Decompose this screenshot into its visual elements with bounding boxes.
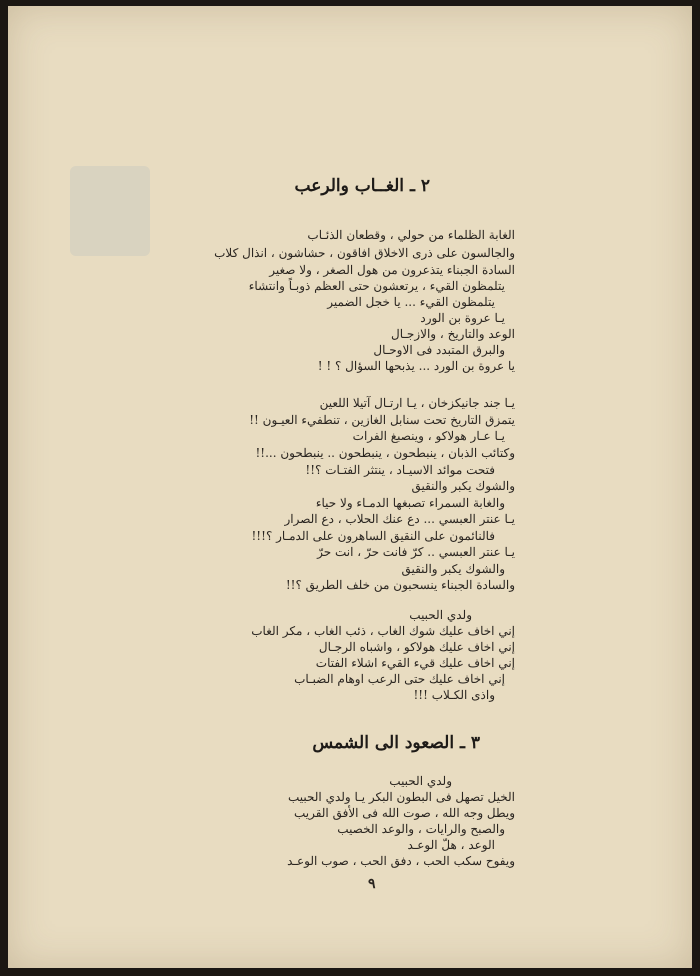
document-body	[8, 6, 692, 968]
poem-line: إني اخاف عليك شوك الغاب ، ذئب الغاب ، مكر الغاب	[251, 624, 515, 638]
poem-line: إني اخاف عليك حتى الرعب اوهام الضبـاب	[294, 672, 505, 686]
poem-line: واذى الكـلاب !!!	[413, 688, 495, 702]
poem-line: السادة الجبناء يتذعرون من هول الصغر ، ولا صغير	[269, 263, 515, 277]
poem-line: يا عروة بن الورد ... يذبحها السؤال ؟ ! !	[317, 359, 515, 373]
poem-line: ويفوح سكب الحب ، دفق الحب ، صوب الوعـد	[287, 854, 515, 868]
poem-line: والسادة الجبناء ينسحبون من خلف الطريق ؟!!	[285, 578, 515, 592]
poem-line: ولدي الحبيب	[409, 608, 472, 622]
poem-line: يـا جند جانيكزخان ، يـا ارتـال آتيلا اللعين	[319, 396, 515, 410]
poem-line: وكتائب الذبان ، ينبطحون ، ينبطحون .. ينبطحون ...!!	[255, 446, 515, 460]
poem-line: الوعد ، هلّ الوعـد	[407, 838, 495, 852]
poem-line: الغابة الظلماء من حولي ، وقطعان الذئـاب	[307, 228, 515, 242]
poem-line: فتحت موائد الاسيـاد ، ينتثر الفتـات ؟!!	[305, 463, 495, 477]
page-number: ٩	[368, 876, 376, 892]
poem-line: إني اخاف عليك قيء القيء اشلاء الفتات	[315, 656, 515, 670]
poem-line: الوعد والتاريخ ، والازجـال	[391, 327, 515, 341]
poem-line: يـا عنتر العبسي .. كرّ فانت حرّ ، انت حرّ	[317, 545, 515, 559]
poem-line: يتلمظون القيء ، يرتعشون حتى العظم ذوبـاً وانتشاء	[248, 279, 505, 293]
poem-line: ولدي الحبيب	[389, 774, 452, 788]
poem-line: والصبح والرايات ، والوعد الخصيب	[337, 822, 505, 836]
section3-title: ٣ ـ الصعود الى الشمس	[312, 733, 480, 753]
poem-line: يتمزق التاريخ تحت سنابل الغازين ، تنطفيء العيـون !!	[249, 413, 515, 427]
paper-page	[8, 6, 692, 968]
poem-line: والشوك يكبر والنقيق	[411, 479, 515, 493]
poem-line: إني اخاف عليك هولاكو ، واشباه الرجـال	[318, 640, 515, 654]
poem-line: والشوك يكبر والنقيق	[401, 562, 505, 576]
poem-line: يـا عروة بن الورد	[420, 311, 505, 325]
poem-line: والبرق المتبدد فى الاوحـال	[373, 343, 505, 357]
poem-line: فالنائمون على النقيق الساهرون على الدمـار ؟!!!	[251, 529, 495, 543]
poem-line: والغابة السمراء تصبغها الدمـاء ولا حياء	[315, 496, 505, 510]
poem-line: والجالسون على ذرى الاخلاق افاقون ، حشاشون ، انذال كلاب	[214, 246, 515, 260]
poem-line: يـا عنتر العبسي ... دع عنك الحلاب ، دع الصرار	[284, 512, 515, 526]
poem-line: الخيل تصهل فى البطون البكر يـا ولدي الحبيب	[288, 790, 515, 804]
poem-line: يـا عـار هولاكو ، وينصبغ الفرات	[352, 429, 505, 443]
poem-line: يتلمظون القيء ... يا خجل الضمير	[327, 295, 495, 309]
section2-title: ٢ ـ الغــاب والرعب	[294, 176, 430, 196]
poem-line: ويطل وجه الله ، صوت الله فى الأفق القريب	[293, 806, 515, 820]
